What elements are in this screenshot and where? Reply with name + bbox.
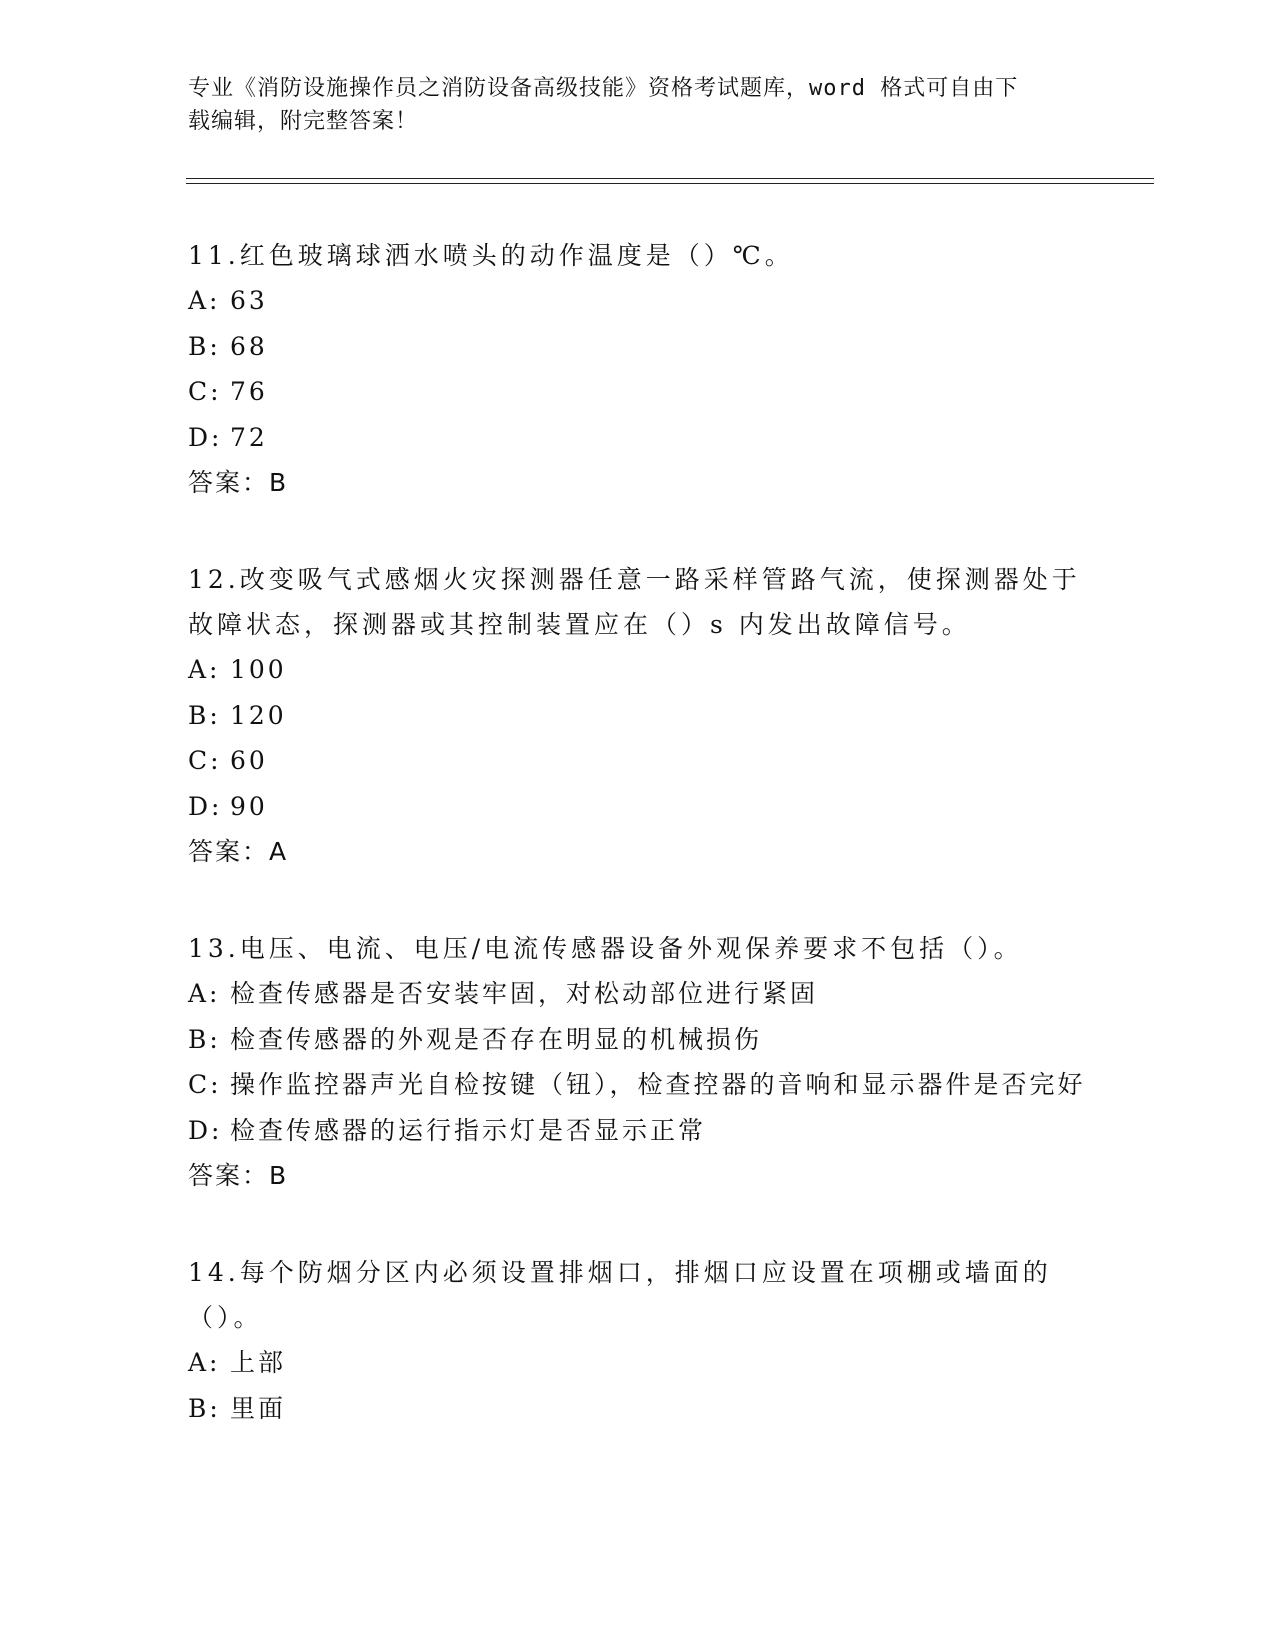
header-divider-top bbox=[186, 178, 1154, 179]
option-c bbox=[188, 738, 1088, 784]
option-a bbox=[188, 971, 1088, 1017]
option-c bbox=[188, 1062, 1088, 1108]
header-line-2: 载编辑，附完整答案！ bbox=[188, 109, 419, 134]
option-label: B: bbox=[188, 331, 221, 361]
question-11 bbox=[188, 233, 1088, 505]
option-d bbox=[188, 1108, 1088, 1154]
option-label: B: bbox=[188, 1024, 221, 1054]
option-label: A: bbox=[188, 979, 221, 1008]
option-text: 76 bbox=[230, 377, 268, 406]
option-text: 上部 bbox=[230, 1348, 287, 1377]
option-label: D: bbox=[188, 791, 223, 821]
option-a bbox=[188, 278, 1088, 324]
document-header bbox=[188, 72, 1088, 138]
option-label: C: bbox=[188, 746, 222, 775]
option-b bbox=[188, 1386, 1088, 1432]
option-label: A: bbox=[188, 655, 221, 684]
option-text: 检查传感器的外观是否存在明显的机械损伤 bbox=[230, 1024, 763, 1054]
option-b bbox=[188, 693, 1088, 739]
option-b bbox=[188, 1017, 1088, 1063]
option-text: 操作监控器声光自检按键（钮），检查控器的音响和显示器件是否完好 bbox=[230, 1070, 1086, 1099]
option-text: 60 bbox=[230, 746, 268, 775]
option-b bbox=[188, 324, 1088, 370]
option-label: A: bbox=[188, 286, 221, 315]
header-line-1: 专业《消防设施操作员之消防设备高级技能》资格考试题库，word 格式可自由下 bbox=[188, 76, 1019, 101]
option-text: 100 bbox=[230, 655, 287, 684]
answer-line: 答案：B bbox=[188, 468, 289, 497]
option-c bbox=[188, 369, 1088, 415]
option-text: 检查传感器是否安装牢固，对松动部位进行紧固 bbox=[230, 979, 819, 1008]
header-divider-bottom bbox=[186, 183, 1154, 184]
option-a bbox=[188, 647, 1088, 693]
option-text: 72 bbox=[230, 422, 268, 452]
question-13 bbox=[188, 926, 1088, 1198]
question-14 bbox=[188, 1250, 1088, 1431]
option-label: C: bbox=[188, 377, 222, 406]
option-label: B: bbox=[188, 1393, 221, 1423]
option-text: 检查传感器的运行指示灯是否显示正常 bbox=[230, 1115, 707, 1145]
option-label: D: bbox=[188, 422, 223, 452]
option-label: B: bbox=[188, 700, 221, 730]
option-text: 里面 bbox=[230, 1393, 287, 1423]
option-text: 90 bbox=[230, 791, 268, 821]
option-d bbox=[188, 784, 1088, 830]
question-text: 14.每个防烟分区内必须设置排烟口，排烟口应设置在项棚或墙面的（）。 bbox=[188, 1258, 1052, 1332]
option-d bbox=[188, 415, 1088, 461]
question-list bbox=[188, 233, 1088, 1483]
option-a bbox=[188, 1340, 1088, 1386]
option-label: D: bbox=[188, 1115, 223, 1145]
question-12 bbox=[188, 557, 1088, 874]
option-text: 68 bbox=[230, 331, 268, 361]
answer-line: 答案：A bbox=[188, 837, 289, 866]
question-text: 13.电压、电流、电压/电流传感器设备外观保养要求不包括（）。 bbox=[188, 934, 1023, 963]
question-text: 12.改变吸气式感烟火灾探测器任意一路采样管路气流，使探测器处于故障状态，探测器或其控制装置应在（）s 内发出故障信号。 bbox=[188, 565, 1081, 639]
option-text: 63 bbox=[230, 286, 268, 315]
option-label: A: bbox=[188, 1348, 221, 1377]
answer-line: 答案：B bbox=[188, 1161, 289, 1190]
option-text: 120 bbox=[230, 700, 287, 730]
option-label: C: bbox=[188, 1070, 222, 1099]
question-text: 11.红色玻璃球洒水喷头的动作温度是（）℃。 bbox=[188, 241, 794, 270]
